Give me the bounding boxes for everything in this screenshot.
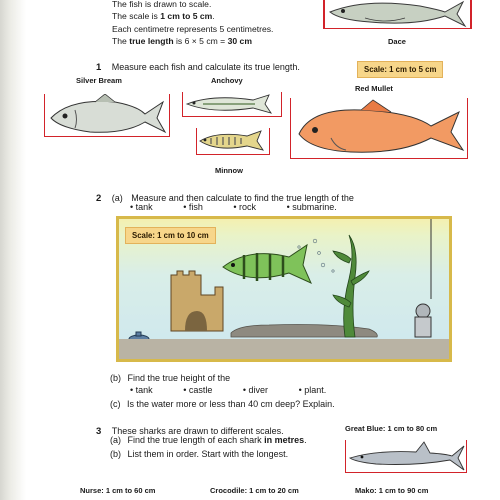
tank-sand bbox=[119, 339, 449, 359]
q3b-prompt: (b) List them in order. Start with the longest. bbox=[110, 449, 289, 459]
q1-prompt: 1 Measure each fish and calculate its true length. bbox=[96, 62, 300, 73]
anchovy-label: Anchovy bbox=[211, 76, 243, 85]
castle-icon bbox=[171, 271, 223, 331]
red-mullet-illustration bbox=[291, 98, 467, 158]
silver-bream-illustration bbox=[45, 94, 169, 136]
rock-icon bbox=[231, 325, 377, 338]
nurse-scale-label: Nurse: 1 cm to 60 cm bbox=[80, 486, 156, 495]
intro-line-4: The true length is 6 × 5 cm = 30 cm bbox=[112, 36, 252, 47]
red-mullet-label: Red Mullet bbox=[355, 84, 393, 93]
q2a-bullet: • tank bbox=[130, 202, 153, 212]
q2b-prompt: (b) Find the true height of the bbox=[110, 373, 231, 383]
dace-label: Dace bbox=[388, 37, 406, 46]
intro-text bbox=[112, 0, 273, 48]
q2-scale-badge: Scale: 1 cm to 10 cm bbox=[125, 227, 216, 244]
q2a-bullet: • rock bbox=[233, 202, 257, 212]
minnow-illustration bbox=[197, 128, 269, 154]
intro-line-3: Each centimetre represents 5 centimetres. bbox=[112, 23, 274, 34]
q3a-prompt: (a) Find the true length of each shark in metres. bbox=[110, 435, 307, 445]
q2b-bullet: • plant. bbox=[298, 385, 327, 395]
diver-icon bbox=[415, 219, 431, 337]
tank-contents bbox=[119, 219, 443, 353]
page-gutter-shadow bbox=[0, 0, 26, 500]
q2b-bullet: • tank bbox=[130, 385, 153, 395]
q3-prompt: 3 These sharks are drawn to different scales. bbox=[96, 426, 284, 437]
q2b-bullet: • castle bbox=[183, 385, 213, 395]
intro-line-2: The scale is 1 cm to 5 cm. bbox=[112, 11, 215, 22]
crocodile-scale-label: Crocodile: 1 cm to 20 cm bbox=[210, 486, 299, 495]
silver-bream-label: Silver Bream bbox=[76, 76, 122, 85]
great-blue-shark-illustration bbox=[346, 440, 466, 472]
anchovy-illustration bbox=[183, 92, 281, 116]
anchovy-frame bbox=[182, 92, 282, 117]
q2c-prompt: (c) Is the water more or less than 40 cm deep? Explain. bbox=[110, 399, 335, 409]
silver-bream-frame bbox=[44, 94, 170, 137]
q2a-bullet: • fish bbox=[183, 202, 203, 212]
q2a-prompt: 2 (a) Measure and then calculate to find the true length of the bbox=[96, 193, 354, 204]
minnow-label: Minnow bbox=[215, 166, 243, 175]
dace-fish-illustration bbox=[325, 0, 470, 28]
q1-scale-badge: Scale: 1 cm to 5 cm bbox=[357, 61, 443, 78]
q2b-bullet: • diver bbox=[242, 385, 269, 395]
red-mullet-frame bbox=[290, 98, 468, 159]
dace-frame bbox=[323, 0, 472, 29]
plant-icon bbox=[333, 235, 369, 337]
great-blue-scale-label: Great Blue: 1 cm to 80 cm bbox=[345, 424, 438, 433]
mako-scale-label: Mako: 1 cm to 90 cm bbox=[355, 486, 429, 495]
intro-line-1: The fish is drawn to scale. bbox=[112, 0, 212, 9]
q2a-bullet-list bbox=[130, 202, 365, 212]
tank-fish-icon bbox=[223, 245, 311, 283]
q2b-bullet-list bbox=[130, 385, 354, 395]
aquarium-tank-illustration bbox=[116, 216, 452, 362]
great-blue-shark-frame bbox=[345, 440, 467, 473]
minnow-frame bbox=[196, 128, 270, 155]
q2a-bullet: • submarine. bbox=[286, 202, 337, 212]
